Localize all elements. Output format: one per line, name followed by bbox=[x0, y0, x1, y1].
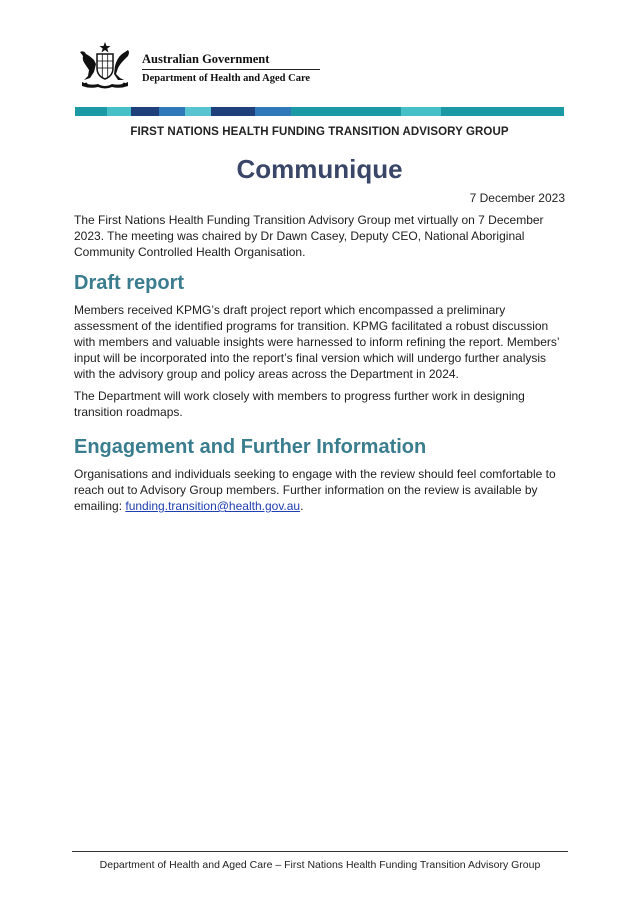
band-segment bbox=[255, 107, 291, 116]
group-title: FIRST NATIONS HEALTH FUNDING TRANSITION ADVISORY GROUP bbox=[130, 126, 509, 138]
band-segment bbox=[75, 107, 107, 116]
government-logo bbox=[76, 42, 326, 92]
engagement-text: Organisations and individuals seeking to engage with the review should feel comfortable to reach out to Advisory Group members. Further information on the review is available by emailing: bbox=[74, 467, 556, 513]
draft-report-paragraph-1: Members received KPMG’s draft project report which encompassed a preliminary assessment of the identified programs for transition. KPMG facilitated a robust discussion with members and valuable insights were harnessed to inform refining the report. Members’ input will be incorporated into the report’s final version which will undergo further analysis with the advisory group and policy areas across the Department in 2024. bbox=[74, 303, 560, 381]
draft-report-paragraph-2: The Department will work closely with members to progress further work in designing transition roadmaps. bbox=[74, 389, 525, 419]
band-segment bbox=[401, 107, 441, 116]
engagement-period: . bbox=[300, 499, 304, 513]
colour-band bbox=[75, 107, 564, 116]
band-segment bbox=[211, 107, 255, 116]
coat-of-arms-icon bbox=[76, 42, 134, 90]
government-name: Australian Government bbox=[142, 52, 270, 66]
band-segment bbox=[291, 107, 401, 116]
band-segment bbox=[185, 107, 211, 116]
footer-text: Department of Health and Aged Care – First Nations Health Funding Transition Advisory Group bbox=[99, 859, 541, 871]
logo-divider bbox=[142, 69, 320, 70]
draft-report-heading: Draft report bbox=[74, 272, 185, 294]
band-segment bbox=[159, 107, 185, 116]
department-name: Department of Health and Aged Care bbox=[142, 73, 311, 84]
engagement-paragraph bbox=[74, 466, 566, 514]
band-segment bbox=[107, 107, 131, 116]
document-date: 7 December 2023 bbox=[469, 191, 565, 205]
page-title: Communique bbox=[236, 154, 403, 184]
email-link[interactable]: funding.transition@health.gov.au bbox=[125, 499, 301, 513]
footer-divider bbox=[72, 851, 568, 852]
document-body bbox=[74, 212, 566, 520]
band-segment bbox=[441, 107, 564, 116]
engagement-heading: Engagement and Further Information bbox=[74, 436, 427, 458]
intro-paragraph: The First Nations Health Funding Transition Advisory Group met virtually on 7 December 2023. The meeting was chaired by Dr Dawn Casey, Deputy CEO, National Aboriginal Community Controlled Health Organisation. bbox=[74, 213, 544, 259]
band-segment bbox=[131, 107, 159, 116]
